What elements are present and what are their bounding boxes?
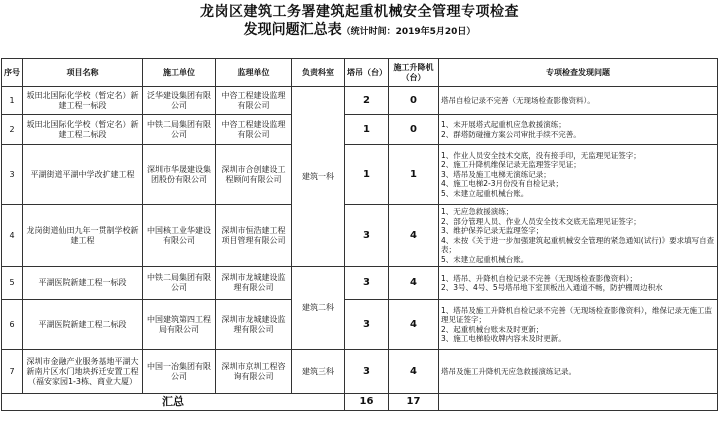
stat-time: （统计时间：2019年5月20日） — [341, 27, 476, 37]
row-no: 2 — [2, 115, 23, 145]
header-issues: 专项检查发现问题 — [439, 59, 718, 87]
header-no: 序号 — [2, 59, 23, 87]
issue-line: 3、塔吊及施工电梯无演练记录； — [441, 169, 551, 179]
row-no: 1 — [2, 87, 23, 115]
issue-line: 4、未按《关于进一步加强建筑起重机械安全管理的紧急通知(试行)》要求填写自查表； — [441, 235, 715, 254]
row-no: 4 — [2, 205, 23, 267]
row-supervisor: 深圳市恒浩建工程项目管理有限公司 — [216, 205, 292, 267]
dept-cell: 建筑一科 — [292, 87, 345, 267]
issue-line: 1、未开展塔式起重机应急救援演练； — [441, 120, 566, 129]
table-row — [2, 145, 718, 205]
row-tower: 2 — [345, 87, 389, 115]
table-row — [2, 205, 718, 267]
header-row — [2, 59, 718, 87]
row-project: 坂田北国际化学校（暂定名）新建工程二标段 — [23, 115, 143, 145]
table-row — [2, 267, 718, 300]
total-label: 汇总 — [2, 394, 345, 411]
row-lift: 1 — [389, 145, 439, 205]
row-lift: 4 — [389, 300, 439, 350]
issue-line: 1、塔吊、升降机自检记录不完善（无现场检查影像资料）； — [441, 273, 638, 283]
row-tower: 1 — [345, 115, 389, 145]
row-supervisor: 深圳市合创建设工程顾问有限公司 — [216, 145, 292, 205]
row-builder: 中国核工业华建设有限公司 — [143, 205, 216, 267]
issue-line: 塔吊自检记录不完善（无现场检查影像资料）。 — [441, 95, 595, 105]
row-supervisor: 中咨工程建设监理有限公司 — [216, 87, 292, 115]
row-builder: 深圳市华晟建设集团股份有限公司 — [143, 145, 216, 205]
issue-summary-table — [1, 58, 718, 411]
row-tower: 1 — [345, 145, 389, 205]
row-supervisor: 深圳市龙城建设监理有限公司 — [216, 267, 292, 300]
title-line-2 — [0, 22, 719, 41]
row-lift: 4 — [389, 267, 439, 300]
row-issues — [439, 87, 718, 115]
issue-line: 2、起重机械台账未及时更新； — [441, 324, 544, 334]
row-no: 7 — [2, 350, 23, 394]
total-tower: 16 — [345, 394, 389, 411]
row-issues — [439, 205, 718, 267]
issue-line: 1、塔吊及施工升降机自检记录不完善（无现场检查影像资料），维保记录无施工监理见证签字； — [441, 305, 713, 324]
row-tower: 3 — [345, 267, 389, 300]
issue-line: 1、作业人员安全技术交底，没有接手印，无监理见证签字； — [441, 150, 641, 160]
row-supervisor: 中咨工程建设监理有限公司 — [216, 115, 292, 145]
header-tower: 塔吊（台） — [345, 59, 389, 87]
table-row — [2, 115, 718, 145]
header-lift: 施工升降机（台） — [389, 59, 439, 87]
row-builder: 泛华建设集团有限公司 — [143, 87, 216, 115]
table-row — [2, 300, 718, 350]
issue-line: 1、无应急救援演练； — [441, 207, 514, 216]
row-lift: 4 — [389, 205, 439, 267]
page-title — [0, 4, 719, 41]
row-project: 龙岗街道仙田九年一贯制学校新建工程 — [23, 205, 143, 267]
title-line-1: 龙岗区建筑工务署建筑起重机械安全管理专项检查 — [200, 4, 519, 20]
row-no: 3 — [2, 145, 23, 205]
row-lift: 0 — [389, 115, 439, 145]
issue-line: 2、施工升降机维保记录无监理签字见证； — [441, 160, 581, 170]
row-project: 平湖街道平湖中学改扩建工程 — [23, 145, 143, 205]
header-project: 项目名称 — [23, 59, 143, 87]
issue-line: 2、部分管理人员、作业人员安全技术交底无监理见证签字； — [441, 216, 641, 226]
row-project: 坂田北国际化学校（暂定名）新建工程一标段 — [23, 87, 143, 115]
row-issues — [439, 300, 718, 350]
dept-cell: 建筑二科 — [292, 267, 345, 350]
issue-line: 2、群塔防碰撞方案公司审批手续不完善。 — [441, 129, 581, 139]
total-empty — [439, 394, 718, 411]
issue-line: 3、维护保养记录无监理签字； — [441, 226, 544, 235]
title-line-2-text: 发现问题汇总表 — [243, 22, 342, 38]
header-builder: 施工单位 — [143, 59, 216, 87]
row-issues — [439, 145, 718, 205]
row-builder: 中国一冶集团有限公司 — [143, 350, 216, 394]
row-builder: 中铁二局集团有限公司 — [143, 115, 216, 145]
table-row — [2, 350, 718, 394]
total-lift: 17 — [389, 394, 439, 411]
row-lift: 4 — [389, 350, 439, 394]
row-project: 平湖医院新建工程二标段 — [23, 300, 143, 350]
row-builder: 中国建筑第四工程局有限公司 — [143, 300, 216, 350]
row-project: 深圳市金融产业服务基地平湖大新南片区水门地块拆迁安置工程（福安家园1-3栋、商业大厦） — [23, 350, 143, 394]
row-project: 平湖医院新建工程一标段 — [23, 267, 143, 300]
dept-cell: 建筑三科 — [292, 350, 345, 394]
total-row — [2, 394, 718, 411]
row-tower: 3 — [345, 205, 389, 267]
row-issues — [439, 115, 718, 145]
issue-line: 5、未建立起重机械台账。 — [441, 188, 529, 198]
row-no: 5 — [2, 267, 23, 300]
header-dept: 负责科室 — [292, 59, 345, 87]
header-supervisor: 监理单位 — [216, 59, 292, 87]
row-supervisor: 深圳市京圳工程咨询有限公司 — [216, 350, 292, 394]
row-tower: 3 — [345, 300, 389, 350]
issue-line: 5、未建立起重机械台账。 — [441, 254, 529, 264]
row-issues — [439, 267, 718, 300]
row-issues — [439, 350, 718, 394]
row-builder: 中铁二局集团有限公司 — [143, 267, 216, 300]
row-lift: 0 — [389, 87, 439, 115]
table-row — [2, 87, 718, 115]
row-tower: 3 — [345, 350, 389, 394]
issue-line: 4、施工电梯2-3月份没有自检记录； — [441, 179, 564, 189]
row-supervisor: 深圳市龙城建设监理有限公司 — [216, 300, 292, 350]
issue-line: 2、3号、4号、5号塔吊地下室顶板出入通道不畅，防护棚周边积水 — [441, 283, 663, 292]
issue-line: 塔吊及施工升降机无应急救援演练记录。 — [441, 366, 576, 376]
issue-line: 3、施工电梯验收牌内容未及时更新。 — [441, 334, 566, 343]
row-no: 6 — [2, 300, 23, 350]
